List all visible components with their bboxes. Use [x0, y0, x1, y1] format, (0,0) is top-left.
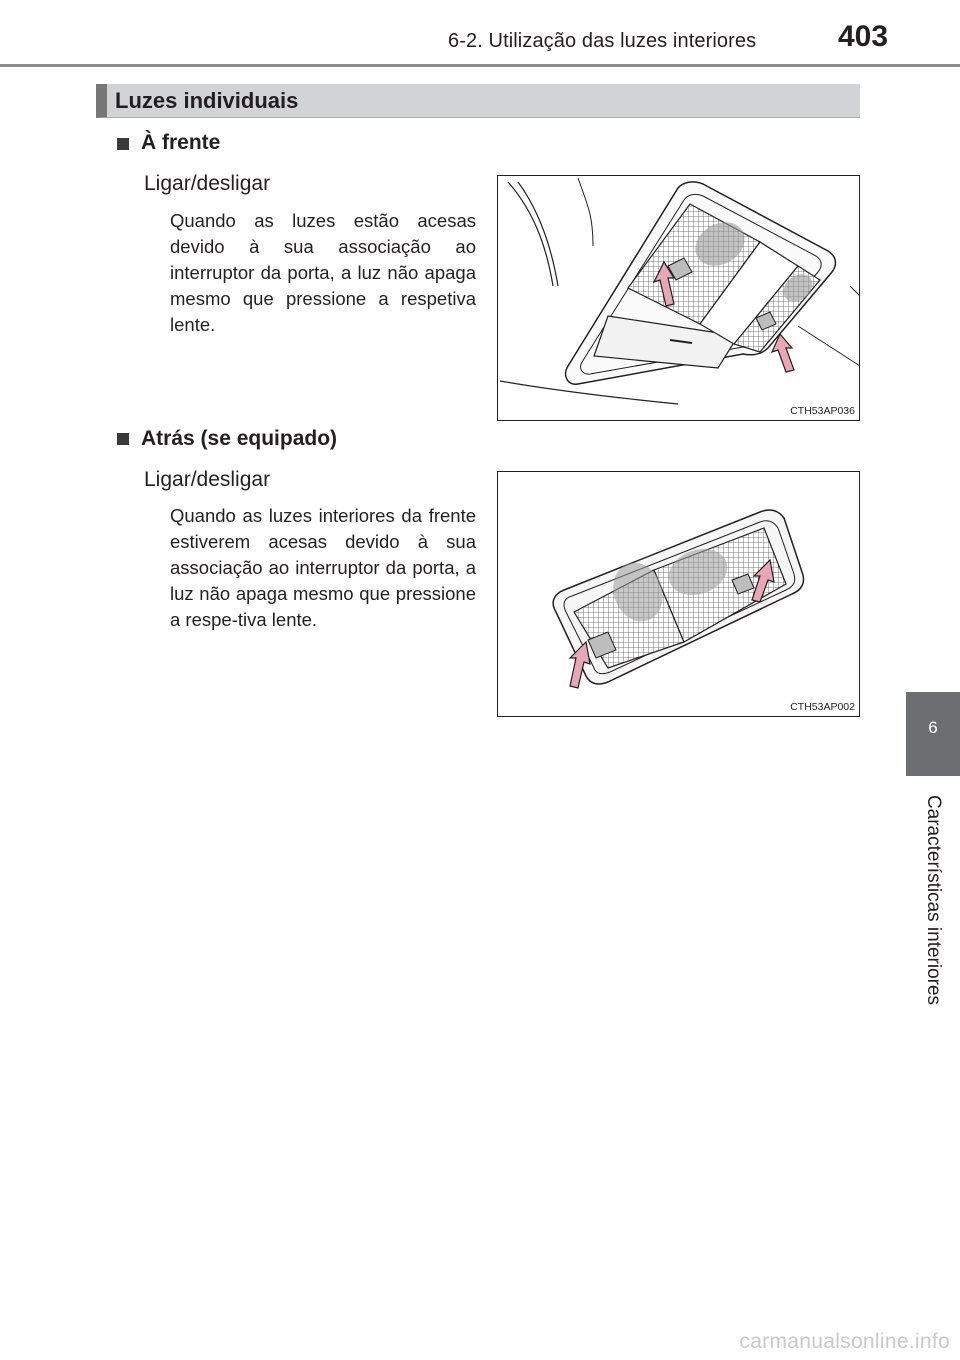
rear-light-figure [497, 471, 860, 717]
front-action-label: Ligar/desligar [144, 172, 271, 195]
bullet-square-icon [117, 138, 129, 150]
header-divider [0, 64, 960, 67]
running-header: 6-2. Utilização das luzes interiores [448, 30, 757, 52]
front-heading: À frente [141, 131, 221, 154]
front-figure-code: CTH53AP036 [790, 405, 855, 417]
rear-console-illustration [498, 472, 861, 718]
front-description: Quando as luzes estão acesas devido à sua associação ao interruptor da porta, a luz não apaga mesmo que pressione a respetiva lente. [170, 210, 476, 335]
chapter-title: Características interiores [923, 794, 944, 1006]
page-number: 403 [838, 20, 889, 53]
chapter-tab [906, 692, 960, 776]
chapter-number: 6 [928, 718, 938, 737]
bullet-square-icon [117, 433, 129, 445]
rear-heading: Atrás (se equipado) [141, 427, 338, 450]
rear-figure-code: CTH53AP002 [790, 701, 855, 713]
section-title: Luzes individuais [115, 88, 299, 113]
front-light-figure [497, 175, 860, 421]
rear-description: Quando as luzes interiores da frente estiverem acesas devido à sua associação ao interruptor da porta, a luz não apaga mesmo que pressione a respe-tiva lente. [170, 505, 476, 630]
watermark: carmanualsonline.info [739, 1330, 950, 1353]
front-console-illustration [498, 176, 861, 422]
rear-action-label: Ligar/desligar [144, 468, 271, 491]
